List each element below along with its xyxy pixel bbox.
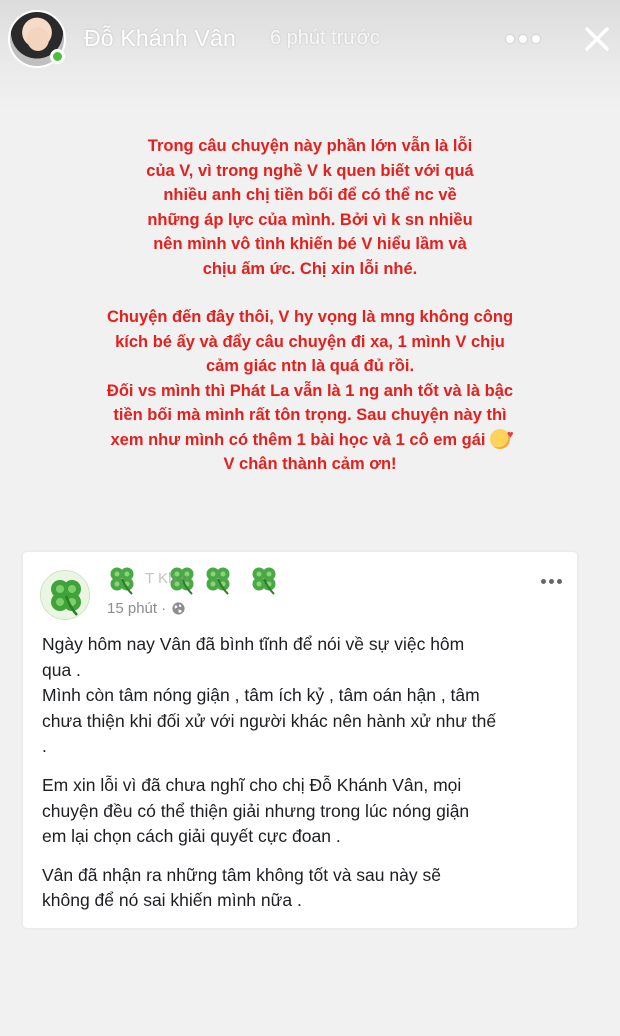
post-author-name[interactable]	[105, 562, 281, 596]
statement-line: những áp lực của mình. Bởi vì k sn nhiều	[147, 210, 473, 229]
more-horizontal-icon	[519, 35, 527, 43]
more-horizontal-icon	[532, 35, 540, 43]
post-more-options-button[interactable]	[536, 574, 566, 588]
story-header	[0, 0, 620, 110]
story-statement-text	[40, 134, 580, 501]
statement-paragraph	[40, 134, 580, 281]
four-leaf-clover-icon	[247, 562, 281, 596]
statement-line: chịu ấm ức. Chị xin lỗi nhé.	[202, 259, 418, 278]
post-line: Em xin lỗi vì đã chưa nghĩ cho chị Đỗ Khánh Vân, mọi	[42, 774, 462, 795]
statement-line: Chuyện đến đây thôi, V hy vọng là mng không công	[106, 308, 514, 326]
smiling-face-with-hearts-icon	[490, 429, 510, 449]
post-line: em lại chọn cách giải quyết cực đoan .	[42, 826, 341, 847]
post-paragraph	[42, 773, 562, 850]
more-horizontal-icon	[549, 579, 554, 584]
author-avatar[interactable]	[8, 10, 66, 68]
close-icon	[578, 20, 616, 58]
post-line: Vân đã nhận ra những tâm không tốt và sau này sẽ	[42, 864, 441, 885]
statement-line: kích bé ấy và đẩy câu chuyện đi xa, 1 mình V chịu	[115, 332, 505, 351]
close-button[interactable]	[578, 20, 616, 58]
post-line: không để nó sai khiến mình nữa .	[42, 890, 302, 911]
post-line: qua .	[42, 659, 81, 680]
statement-line: của V, vì trong nghề V k quen biết với quá	[146, 161, 474, 180]
statement-line: Đối vs mình thì Phát La vẫn là 1 ng anh tốt và là bậc	[106, 381, 514, 400]
online-status-icon	[50, 49, 65, 64]
story-author-name[interactable]: Đỗ Khánh Vân	[84, 25, 237, 51]
clover-avatar-icon	[41, 571, 90, 620]
four-leaf-clover-icon	[201, 562, 235, 596]
post-line: chuyện đều có thể thiện giải nhưng trong lúc nóng giận	[42, 800, 470, 821]
more-options-button[interactable]	[500, 22, 546, 56]
more-horizontal-icon	[557, 579, 562, 584]
statement-line	[40, 428, 580, 453]
statement-paragraph	[40, 305, 580, 477]
story-time: 6 phút trước	[270, 27, 380, 49]
post-line: .	[42, 736, 47, 757]
post-body-text	[42, 632, 562, 927]
post-line: chưa thiện khi đối xử với người khác nên hành xử như thế	[42, 710, 497, 731]
more-horizontal-icon	[541, 579, 546, 584]
post-paragraph	[42, 863, 562, 914]
statement-line: V chân thành cảm ơn!	[223, 455, 397, 473]
post-meta	[107, 600, 186, 617]
four-leaf-clover-icon	[105, 562, 139, 596]
post-paragraph	[42, 632, 562, 760]
globe-icon	[171, 601, 186, 616]
shared-post-card[interactable]	[23, 552, 577, 928]
statement-line-text: xem như mình có thêm 1 bài học và 1 cô em gái	[110, 430, 486, 449]
post-time[interactable]: 15 phút ·	[107, 600, 167, 617]
statement-line: Trong câu chuyện này phần lớn vẫn là lỗi	[147, 137, 473, 155]
post-line: Mình còn tâm nóng giận , tâm ích kỷ , tâm oán hận , tâm	[42, 685, 480, 706]
statement-line: cảm giác ntn là quá đủ rồi.	[205, 357, 415, 375]
post-author-avatar[interactable]	[40, 570, 90, 620]
statement-line: nên mình vô tình khiến bé V hiểu lầm và	[153, 235, 467, 253]
more-horizontal-icon	[506, 35, 514, 43]
statement-line: tiền bối mà mình rất tôn trọng. Sau chuyện này thì	[113, 406, 507, 424]
post-line: Ngày hôm nay Vân đã bình tĩnh để nói về sự việc hôm	[42, 634, 465, 654]
post-author-name-text: T Kh n	[145, 570, 189, 587]
statement-line: nhiều anh chị tiền bối để có thể nc về	[163, 186, 457, 204]
avatar-face	[27, 27, 49, 51]
